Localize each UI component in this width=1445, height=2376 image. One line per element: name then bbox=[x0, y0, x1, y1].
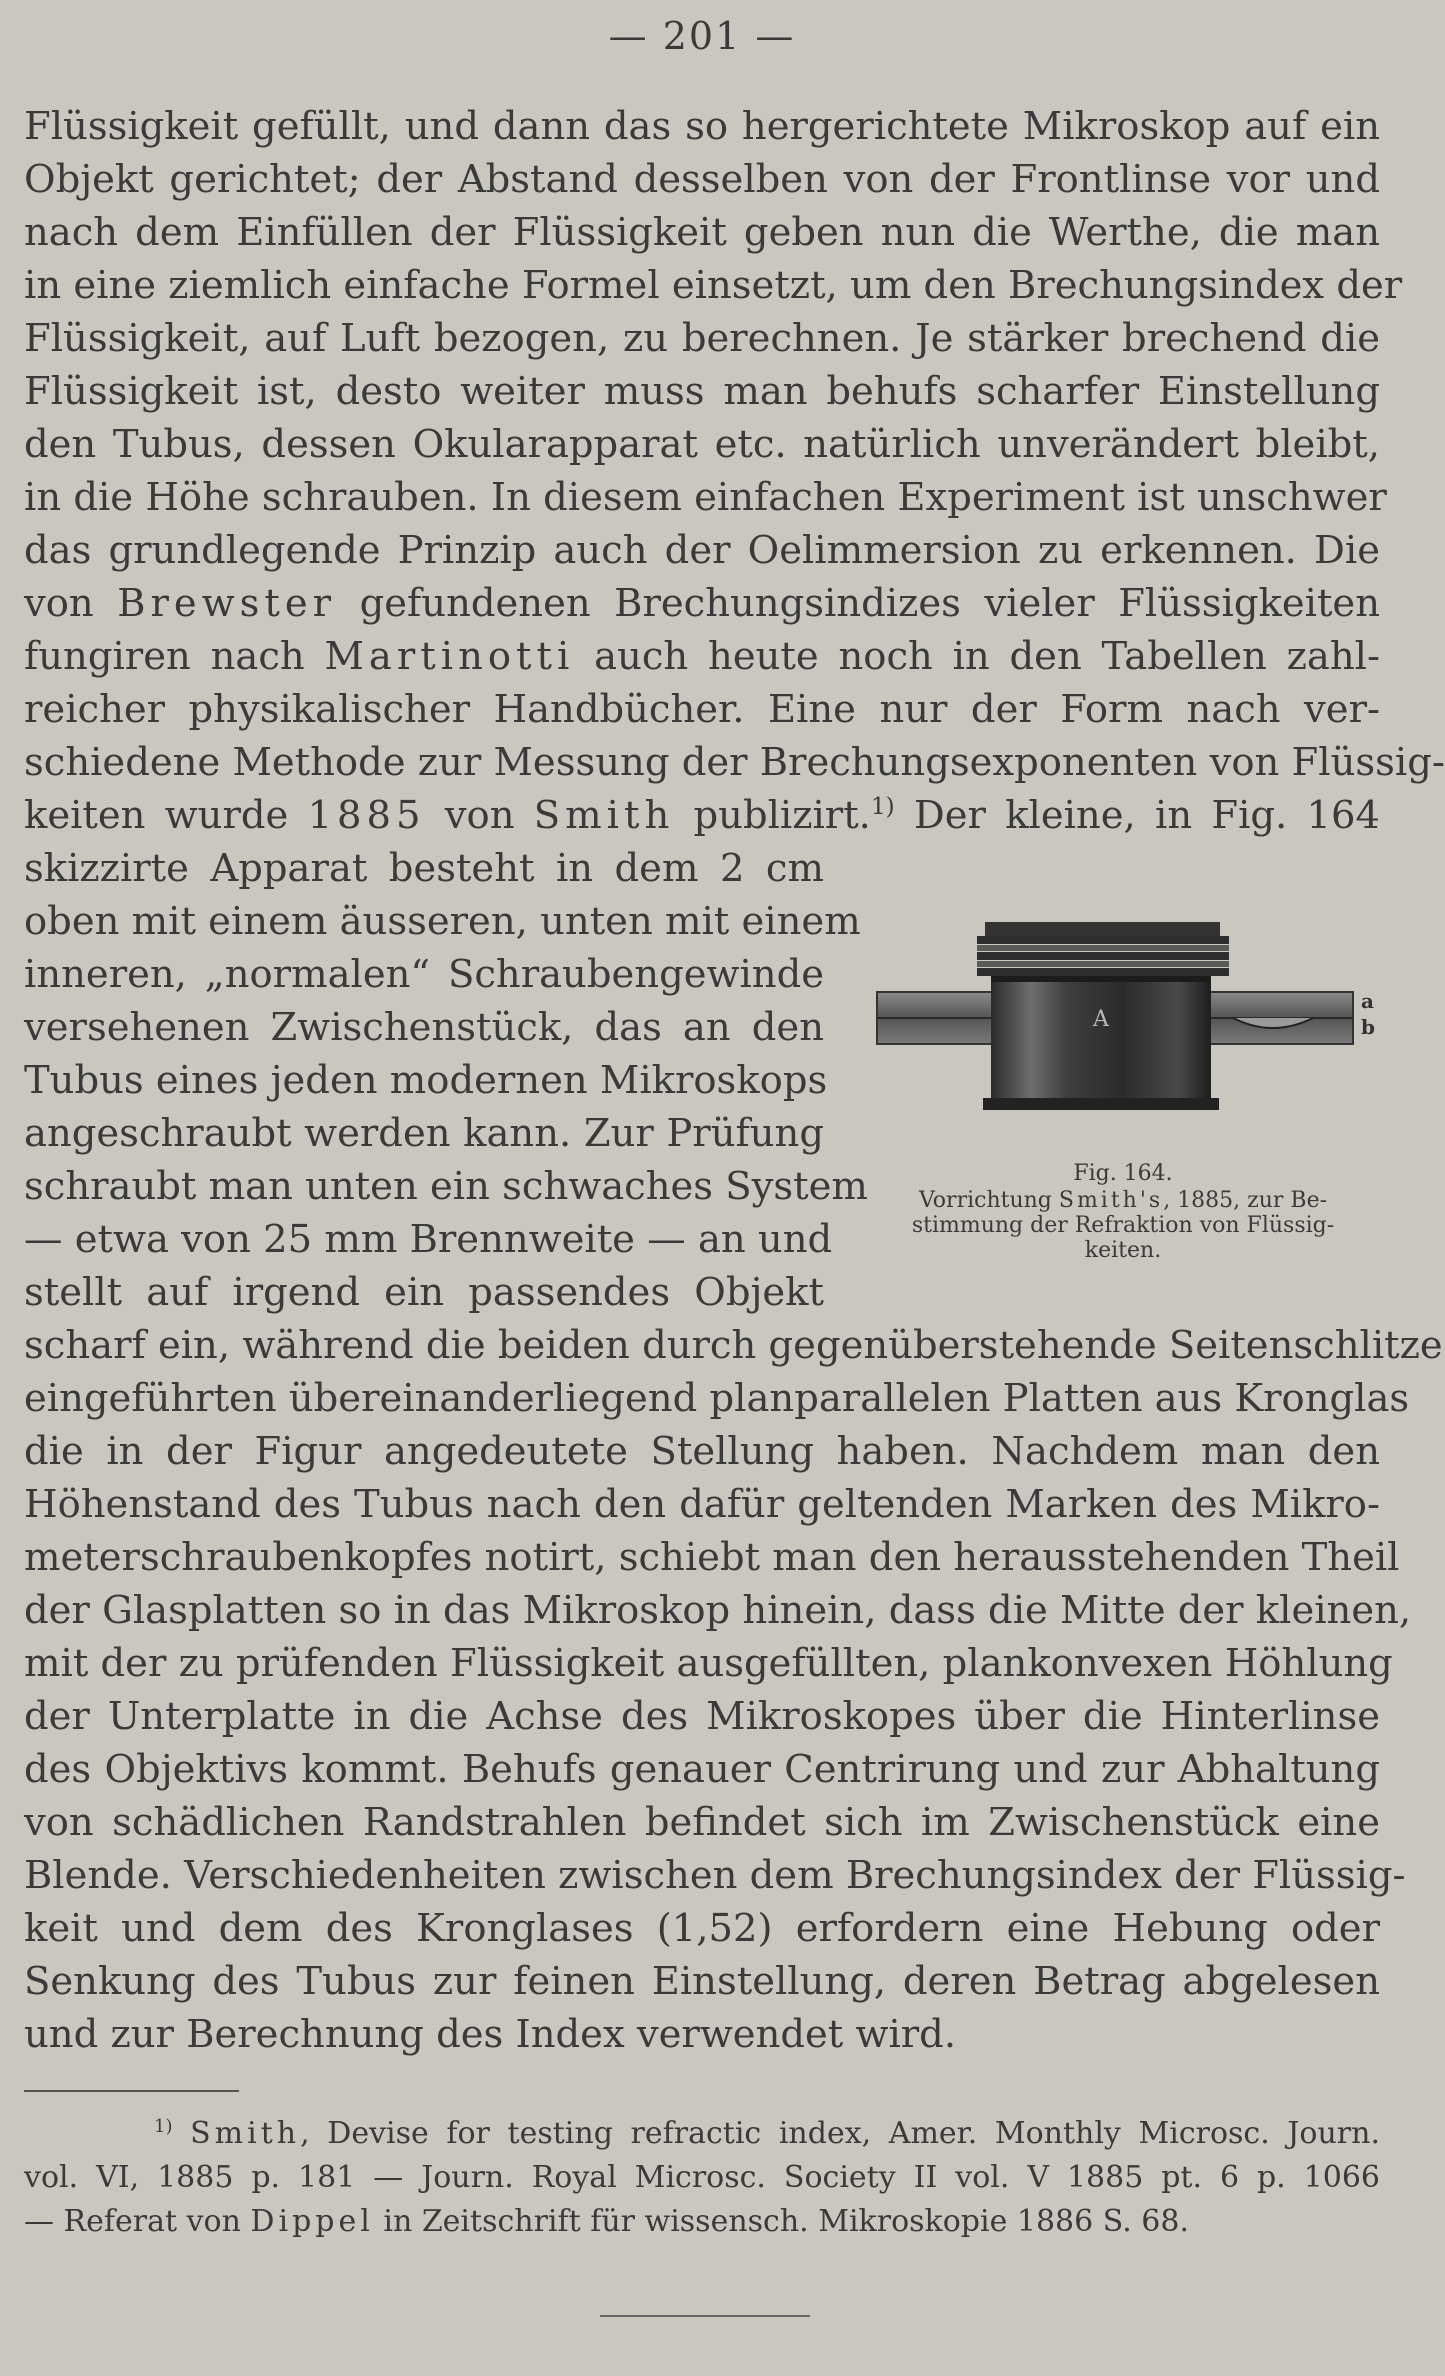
text-line: Objekt gerichtet; der Abstand desselben von der Frontlinse vor und bbox=[24, 157, 1380, 202]
footnote-author: Smith bbox=[190, 2116, 301, 2151]
text-line: nach dem Einfüllen der Flüssigkeit geben nun die Werthe, die man bbox=[24, 210, 1380, 255]
page-number: — 201 — bbox=[608, 14, 796, 58]
text-line: scharf ein, während die beiden durch gegenüberstehende Seitenschlitze bbox=[24, 1323, 1443, 1368]
text-run: publizirt. bbox=[674, 793, 871, 838]
caption-line bbox=[919, 1188, 1327, 1213]
body-text-narrow bbox=[24, 842, 868, 1319]
text-line: schiedene Methode zur Messung der Brechungsexponenten von Flüssig- bbox=[24, 740, 1445, 785]
text-line: oben mit einem äusseren, unten mit einem bbox=[24, 899, 861, 944]
text-line: in eine ziemlich einfache Formel einsetzt, um den Brechungsindex der bbox=[24, 263, 1403, 308]
caption-line: stimmung der Refraktion von Flüssig- bbox=[911, 1213, 1335, 1238]
text-line: Flüssigkeit, auf Luft bezogen, zu berechnen. Je stärker brechend die bbox=[24, 316, 1380, 361]
author-name-brewster: Brewster bbox=[117, 581, 337, 626]
text-run: auch heute noch in den Tabellen zahl- bbox=[574, 634, 1380, 679]
text-run: keiten wurde bbox=[24, 793, 308, 838]
text-line: der Unterplatte in die Achse des Mikroskopes über die Hinterlinse bbox=[24, 1694, 1380, 1739]
author-name-martinotti: Martinotti bbox=[324, 634, 575, 679]
figure-164 bbox=[868, 912, 1378, 1263]
text-line: den Tubus, dessen Okularapparat etc. natürlich unverändert bleibt, bbox=[24, 422, 1380, 467]
caption-author: Smith's bbox=[1058, 1188, 1164, 1213]
figure-number: Fig. 164. bbox=[1073, 1161, 1173, 1186]
text-line: und zur Berechnung des Index verwendet wird. bbox=[24, 2012, 957, 2057]
text-line: die in der Figur angedeutete Stellung haben. Nachdem man den bbox=[24, 1429, 1380, 1474]
text-line: Höhenstand des Tubus nach den dafür geltenden Marken des Mikro- bbox=[24, 1482, 1380, 1527]
caption-text: , 1885, zur Be- bbox=[1163, 1188, 1328, 1213]
text-line bbox=[24, 630, 1380, 683]
caption-line: keiten. bbox=[1084, 1238, 1162, 1263]
footnote-text: , Devise for testing refractic index, Amer. Monthly Microsc. Journ. bbox=[300, 2116, 1380, 2151]
text-line: skizzirte Apparat besteht in dem 2 cm bbox=[24, 846, 824, 891]
text-line: Tubus eines jeden modernen Mikroskops bbox=[24, 1058, 828, 1103]
text-line: inneren, „normalen“ Schraubengewinde bbox=[24, 952, 824, 997]
body-text-bottom bbox=[24, 1319, 1443, 2061]
text-line: Senkung des Tubus zur feinen Einstellung, deren Betrag abgelesen bbox=[24, 1959, 1380, 2004]
label-a-center: A bbox=[1093, 1007, 1109, 1032]
text-line: keit und dem des Kronglases (1,52) erfordern eine Hebung oder bbox=[24, 1906, 1380, 1951]
text-line: des Objektivs kommt. Behufs genauer Centrirung und zur Abhaltung bbox=[24, 1747, 1380, 1792]
bottom-ring bbox=[983, 1098, 1219, 1110]
apparatus-illustration bbox=[873, 912, 1373, 1127]
author-name-smith: Smith bbox=[533, 793, 675, 838]
caption-text: Vorrichtung bbox=[918, 1188, 1059, 1213]
text-line: Flüssigkeit gefüllt, und dann das so hergerichtete Mikroskop auf ein bbox=[24, 104, 1380, 149]
text-line: eingeführten übereinanderliegend planparallelen Platten aus Kronglas bbox=[24, 1376, 1410, 1421]
footnote-author: Dippel bbox=[250, 2204, 374, 2239]
text-line: mit der zu prüfenden Flüssigkeit ausgefüllten, plankonvexen Höhlung bbox=[24, 1641, 1393, 1686]
text-run: von bbox=[425, 793, 534, 838]
text-line: stellt auf irgend ein passendes Objekt bbox=[24, 1270, 824, 1315]
footnote-line bbox=[24, 2112, 1380, 2156]
text-line: das grundlegende Prinzip auch der Oelimmersion zu erkennen. Die bbox=[24, 528, 1380, 573]
text-run: Der kleine, in Fig. 164 bbox=[894, 793, 1381, 838]
text-line: versehenen Zwischenstück, das an den bbox=[24, 1005, 824, 1050]
footnote-ref[interactable]: 1) bbox=[870, 794, 895, 821]
text-line bbox=[24, 577, 1380, 630]
bottom-divider bbox=[600, 2315, 810, 2317]
footnote-text: — Referat von bbox=[24, 2204, 251, 2239]
label-a: a bbox=[1361, 989, 1374, 1013]
text-line: reicher physikalischer Handbücher. Eine nur der Form nach ver- bbox=[24, 687, 1380, 732]
text-run: gefundenen Brechungsindizes vieler Flüssigkeiten bbox=[336, 581, 1380, 626]
footnotes bbox=[24, 2112, 1380, 2244]
top-flange bbox=[985, 922, 1220, 936]
text-run: von bbox=[24, 581, 118, 626]
year-1885: 1885 bbox=[307, 793, 426, 838]
text-line: Blende. Verschiedenheiten zwischen dem Brechungsindex der Flüssig- bbox=[24, 1853, 1406, 1898]
text-line: angeschraubt werden kann. Zur Prüfung bbox=[24, 1111, 824, 1156]
footnote-line: vol. VI, 1885 p. 181 — Journ. Royal Microsc. Society II vol. V 1885 pt. 6 p. 1066 bbox=[24, 2160, 1380, 2195]
text-line: von schädlichen Randstrahlen befindet sich im Zwischenstück eine bbox=[24, 1800, 1380, 1845]
text-line: in die Höhe schrauben. In diesem einfachen Experiment ist unschwer bbox=[24, 475, 1387, 520]
body-text-top bbox=[24, 100, 1445, 842]
text-line: Flüssigkeit ist, desto weiter muss man behufs scharfer Einstellung bbox=[24, 369, 1380, 414]
text-line bbox=[24, 789, 1380, 842]
footnote-line bbox=[24, 2200, 1380, 2244]
footnote-text: in Zeitschrift für wissensch. Mikroskopie 1886 S. 68. bbox=[373, 2204, 1190, 2239]
footnote-divider bbox=[24, 2090, 239, 2092]
label-b: b bbox=[1361, 1015, 1375, 1039]
text-line: meterschraubenkopfes notirt, schiebt man den herausstehenden Theil bbox=[24, 1535, 1400, 1580]
figure-caption bbox=[868, 1161, 1378, 1263]
text-line: der Glasplatten so in das Mikroskop hinein, dass die Mitte der kleinen, bbox=[24, 1588, 1412, 1633]
thread-rings bbox=[977, 936, 1229, 976]
footnote-marker: 1) bbox=[154, 2116, 173, 2137]
text-line: — etwa von 25 mm Brennweite — an und bbox=[24, 1217, 833, 1262]
text-run: fungiren nach bbox=[24, 634, 325, 679]
text-line: schraubt man unten ein schwaches System bbox=[24, 1164, 868, 1209]
cylinder-body bbox=[991, 976, 1211, 1102]
